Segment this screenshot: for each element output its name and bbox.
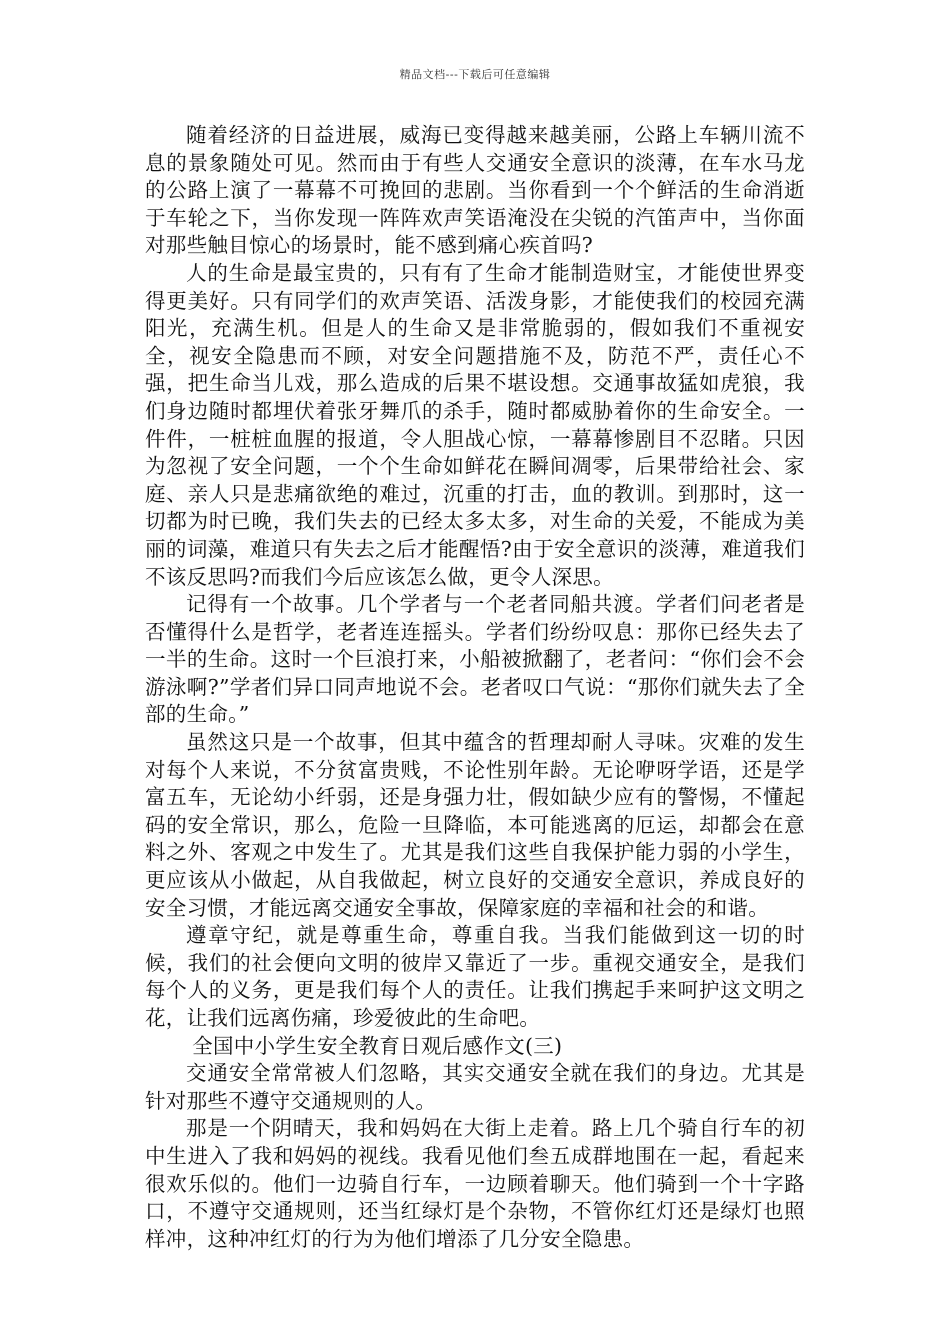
paragraph-6: 交通安全常常被人们忽略，其实交通安全就在我们的身边。尤其是针对那些不遵守交通规则的人。 <box>145 1061 805 1113</box>
document-body <box>145 122 805 1253</box>
section-title: 全国中小学生安全教育日观后感作文(三) <box>192 1033 563 1058</box>
page-header: 精品文档---下载后可任意编辑 <box>399 68 551 81</box>
paragraph-4: 虽然这只是一个故事，但其中蕴含的哲理却耐人寻味。灾难的发生对每个人来说，不分贫富贵贱，不论性别年龄。无论咿呀学语，还是学富五车，无论幼小纤弱，还是身强力壮，假如缺少应有的警惕，不懂起码的安全常识，那么，危险一旦降临，本可能逃离的厄运，却都会在意料之外、客观之中发生了。尤其是我们这些自我保护能力弱的小学生，更应该从小做起，从自我做起，树立良好的交通安全意识，养成良好的安全习惯，才能远离交通安全事故，保障家庭的幸福和社会的和谐。 <box>145 730 805 920</box>
paragraph-5: 遵章守纪，就是尊重生命，尊重自我。当我们能做到这一切的时候，我们的社会便向文明的彼岸又靠近了一步。重视交通安全，是我们每个人的义务，更是我们每个人的责任。让我们携起手来呵护这文明之花，让我们远离伤痛，珍爱彼此的生命吧。 <box>145 923 805 1030</box>
paragraph-7: 那是一个阴晴天，我和妈妈在大街上走着。路上几个骑自行车的初中生进入了我和妈妈的视线。我看见他们叁五成群地围在一起，看起来很欢乐似的。他们一边骑自行车，一边顾着聊天。他们骑到一个十字路口，不遵守交通规则，还当红绿灯是个杂物，不管你红灯还是绿灯也照样冲，这种冲红灯的行为为他们增添了几分安全隐患。 <box>145 1116 805 1251</box>
paragraph-3: 记得有一个故事。几个学者与一个老者同船共渡。学者们问老者是否懂得什么是哲学，老者连连摇头。学者们纷纷叹息：那你已经失去了一半的生命。这时一个巨浪打来，小船被掀翻了，老者问：“你们会不会游泳啊?”学者们异口同声地说不会。老者叹口气说：“那你们就失去了全部的生命。” <box>145 592 805 727</box>
paragraph-2: 人的生命是最宝贵的，只有有了生命才能制造财宝，才能使世界变得更美好。只有同学们的欢声笑语、活泼身影，才能使我们的校园充满阳光，充满生机。但是人的生命又是非常脆弱的，假如我们不重视安全，视安全隐患而不顾，对安全问题措施不及，防范不严，责任心不强，把生命当儿戏，那么造成的后果不堪设想。交通事故猛如虎狼，我们身边随时都埋伏着张牙舞爪的杀手，随时都威胁着你的生命安全。一件件，一桩桩血腥的报道，令人胆战心惊，一幕幕惨剧目不忍睹。只因为忽视了安全问题，一个个生命如鲜花在瞬间凋零，后果带给社会、家庭、亲人只是悲痛欲绝的难过，沉重的打击，血的教训。到那时，这一切都为时已晚，我们失去的已经太多太多，对生命的关爱，不能成为美丽的词藻，难道只有失去之后才能醒悟?由于安全意识的淡薄，难道我们不该反思吗?而我们今后应该怎么做，更令人深思。 <box>145 260 805 589</box>
paragraph-1: 随着经济的日益进展，威海已变得越来越美丽，公路上车辆川流不息的景象随处可见。然而由于有些人交通安全意识的淡薄，在车水马龙的公路上演了一幕幕不可挽回的悲剧。当你看到一个个鲜活的生命消逝于车轮之下，当你发现一阵阵欢声笑语淹没在尖锐的汽笛声中，当你面对那些触目惊心的场景时，能不感到痛心疾首吗? <box>145 123 805 258</box>
